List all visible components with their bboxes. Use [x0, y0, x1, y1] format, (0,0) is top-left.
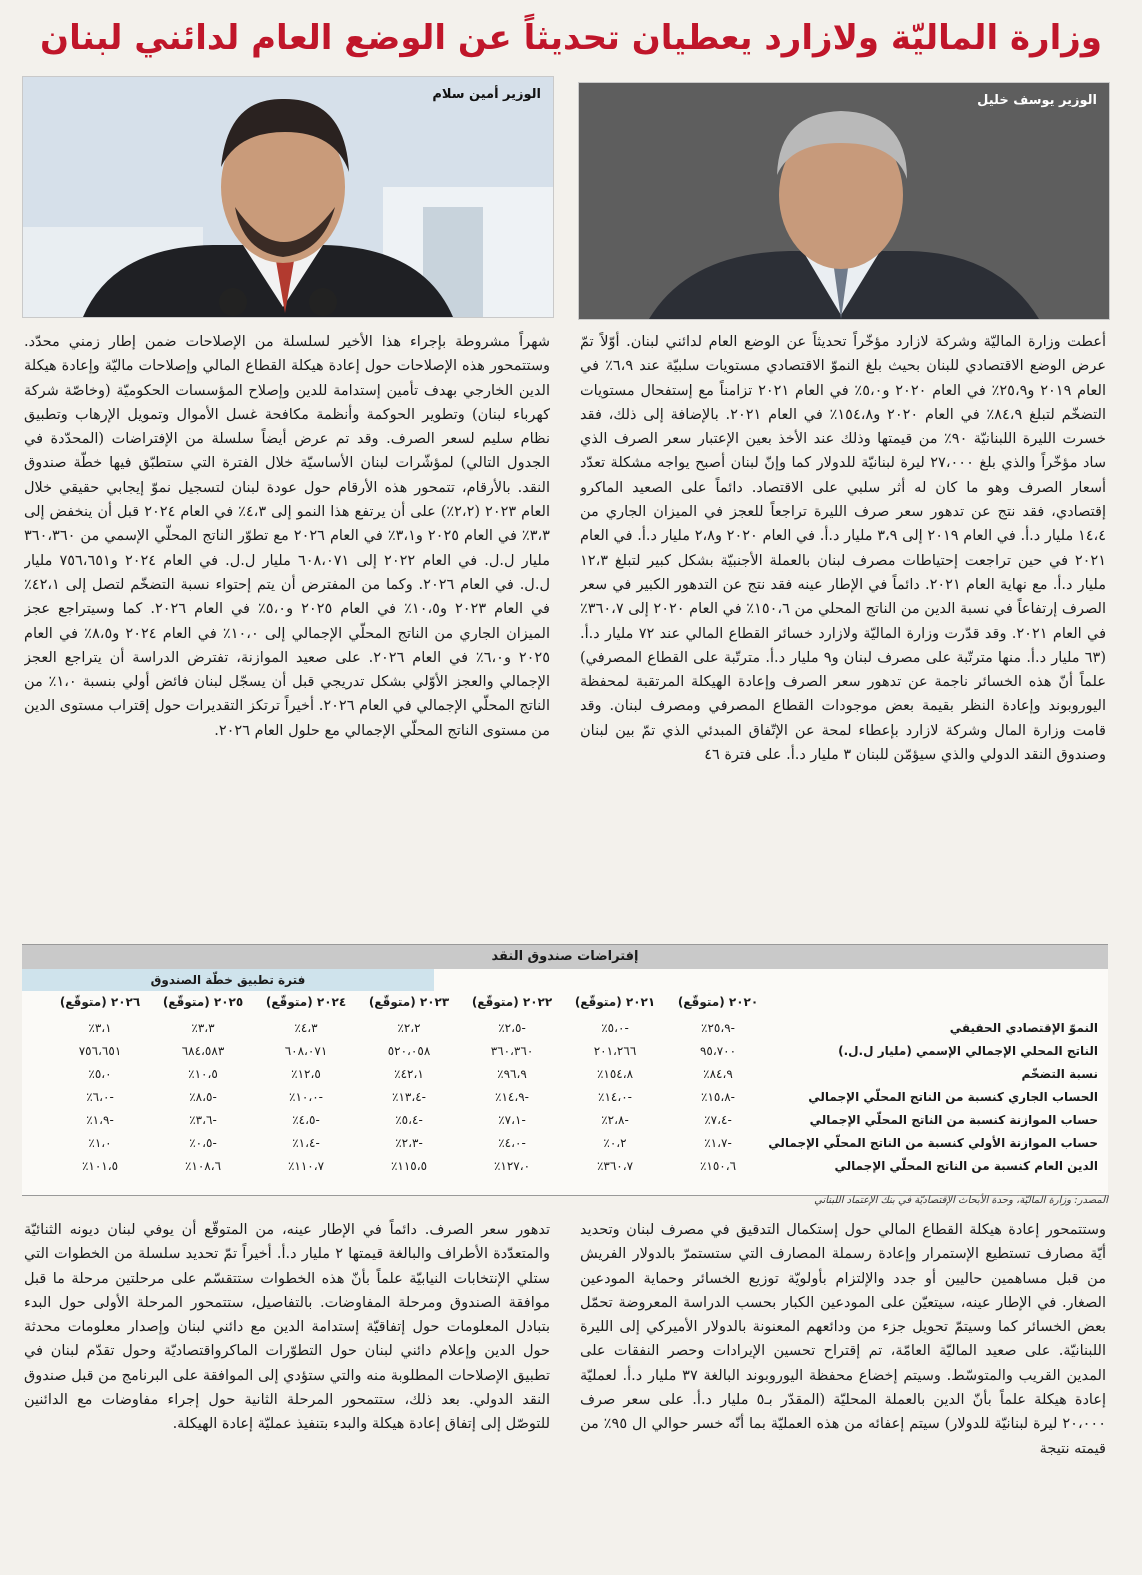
portrait-illustration	[23, 77, 553, 317]
table-row-label: الناتج المحلي الإجمالي الإسمي (مليار ل.ل.)	[838, 1044, 1098, 1058]
article-column-left-bottom	[24, 1218, 550, 1568]
article-paragraph: أعطت وزارة الماليّة وشركة لازارد مؤخّراً تحديثاً عن الوضع العام لدائني لبنان. أوّلاً تمّ عرض الوضع الاقتصادي للبنان بحيث بلغ النموّ الاقتصادي مستويات سلبيّة عند ٦،٩٪ في العام ٢٠١٩ و٢٥،٩٪ في العام ٢٠٢٠ و٥،٠٪ في العام ٢٠٢١ تزامناً مع إستفحال مستويات التضخّم لتبلغ ٨٤،٩٪ في العام ٢٠٢٠ و١٥٤،٨٪ في العام ٢٠٢١. بالإضافة إلى ذلك، فقد خسرت الليرة اللبنانيّة ٩٠٪ من قيمتها وذلك عند الأخذ بعين الإعتبار سعر الصرف الذي ساد مؤخّراً والذي بلغ ٢٧،٠٠٠ ليرة لبنانيّة للدولار كما وإنّ لبنان أصبح يواجه مشكلة تعدّد أسعار الصرف وهو ما كان له أثر سلبي على الاقتصاد. دائماً على الصعيد الماكرو إقتصادي، فقد نتج عن تدهور سعر صرف الليرة تراجعاً للعجز في الميزان الجاري من ١٤،٤ مليار د.أ. في العام ٢٠١٩ إلى ٣،٩ مليار د.أ. في العام ٢٠٢٠ و٢،٨ مليار د.أ. في العام ٢٠٢١ في حين تراجعت إحتياطات مصرف لبنان بالعملة الأجنبيّة بشكل كبير لتبلغ ١٢،٣ مليار د.أ. مع نهاية العام ٢٠٢١. دائماً في الإطار عينه فقد نتج عن التدهور الكبير في سعر الصرف إرتفاعاً في نسبة الدين من الناتج المحلي من ١٥٠،٦٪ في العام ٢٠٢٠ إلى ٣٦٠،٧٪ في العام ٢٠٢١. وقد قدّرت وزارة الماليّة ولازارد خسائر القطاع المالي عند ٧٢ مليار د.أ. (٦٣ مليار د.أ. منها مترتّبة على مصرف لبنان و٩ مليار د.أ. مترتّبة على القطاع المصرفي) علماً أنّ هذه الخسائر ناجمة عن تدهور سعر الصرف وإعادة الهيكلة المرتقبة لمحفظة اليوروبوند وإعادة النظر بقيمة بعض موجودات القطاع المصرفي ومصرف لبنان. وقد قامت وزارة المال وشركة لازارد بإعطاء لمحة عن الإتّفاق المبدئي الذي تمّ بين لبنان وصندوق النقد الدولي والذي سيؤمّن للبنان ٣ مليار د.أ. على فترة ٤٦	[580, 334, 1106, 764]
table-cell: ٩٥،٧٠٠	[699, 1044, 737, 1058]
photo-minister-khalil	[578, 82, 1110, 320]
photo-caption-right: الوزير يوسف خليل	[977, 93, 1097, 108]
table-cell: -٨،٥٪	[189, 1090, 217, 1104]
table-cell: ٤٢،١٪	[394, 1067, 424, 1081]
table-cell: -٢،٨٪	[601, 1113, 629, 1127]
table-cell: ١١٠،٧٪	[287, 1159, 325, 1173]
table-cell: -١٥،٨٪	[700, 1090, 735, 1104]
table-cell: -١٠،٠٪	[288, 1090, 323, 1104]
table-cell: ١٠١،٥٪	[81, 1159, 119, 1173]
table-cell: ١٠٨،٦٪	[184, 1159, 222, 1173]
column-header: ٢٠٢٢ (متوقّع)	[471, 995, 553, 1009]
table-cell: ١٥٤،٨٪	[596, 1067, 634, 1081]
table-cell: -١،٤٪	[292, 1136, 320, 1150]
fund-period-header: فترة تطبيق خطّة الصندوق	[22, 969, 434, 991]
table-title: إفتراضات صندوق النقد	[22, 945, 1108, 969]
column-header: ٢٠٢١ (متوقّع)	[574, 995, 656, 1009]
column-header: ٢٠٢٥ (متوقّع)	[162, 995, 244, 1009]
table-cell: ١٢٧،٠٪	[493, 1159, 531, 1173]
column-header: ٢٠٢٣ (متوقّع)	[368, 995, 450, 1009]
table-row-label: الدين العام كنسبة من الناتج المحلّي الإجمالي	[834, 1159, 1098, 1173]
photo-caption-left: الوزير أمين سلام	[432, 87, 541, 102]
table-cell: ٥،٠٪	[88, 1067, 112, 1081]
table-cell: ٢٠١،٢٦٦	[593, 1044, 637, 1058]
table-cell: -٣،٦٪	[189, 1113, 217, 1127]
table-cell: -٧،١٪	[498, 1113, 526, 1127]
table-cell: ١٢،٥٪	[291, 1067, 321, 1081]
table-cell: ٣،٣٪	[191, 1021, 215, 1035]
column-header: ٢٠٢٤ (متوقّع)	[265, 995, 347, 1009]
table-cell: -١٤،٠٪	[597, 1090, 632, 1104]
article-column-right-top	[580, 330, 1106, 940]
table-cell: -٠،٥٪	[189, 1136, 217, 1150]
table-cell: ٥٢٠،٠٥٨	[387, 1044, 431, 1058]
table-cell: ١،٠٪	[88, 1136, 112, 1150]
table-cell: ٧٥٦،٦٥١	[78, 1044, 122, 1058]
table-cell: -٤،٥٪	[292, 1113, 320, 1127]
table-cell: -١٣،٤٪	[391, 1090, 426, 1104]
table-row-label: الحساب الجاري كنسبة من الناتج المحلّي الإجمالي	[808, 1090, 1098, 1104]
table-cell: ٨٤،٩٪	[703, 1067, 733, 1081]
table-cell: -٢،٣٪	[395, 1136, 423, 1150]
portrait-illustration	[579, 83, 1109, 319]
table-cell: ٦٠٨،٠٧١	[284, 1044, 328, 1058]
table-cell: ٣٦٠،٣٦٠	[490, 1044, 534, 1058]
table-cell: ٦٨٤،٥٨٣	[181, 1044, 225, 1058]
table-cell: -١،٧٪	[704, 1136, 732, 1150]
table-source: المصدر: وزارة الماليّة، وحدة الأبحاث الإقتصاديّة في بنك الإعتماد اللبناني	[814, 1195, 1108, 1206]
table-row-label: نسبة التضخّم	[1021, 1067, 1098, 1081]
table-cell: -٢،٥٪	[498, 1021, 526, 1035]
table-cell: -٧،٤٪	[704, 1113, 732, 1127]
table-cell: -٥،٠٪	[601, 1021, 629, 1035]
table-cell: -٢٥،٩٪	[700, 1021, 735, 1035]
article-paragraph: وستتمحور إعادة هيكلة القطاع المالي حول إستكمال التدقيق في مصرف لبنان وتحديد أيّة مصارف تستطيع الإستمرار وإعادة رسملة المصارف التي ستستمرّ بالدولار الفريش من قبل مساهمين حاليين أو جدد والإلتزام بأولويّة توزيع الخسائر وحماية المودعين الصغار. في الإطار عينه، سيتعيّن على المودعين الكبار بحسب الدراسة المعروضة تحمّل بعض الخسائر كما وسيتمّ تحويل جزء من ودائعهم المعنونة بالدولار الأميركي إلى الليرة اللبنانيّة. على صعيد الماليّة العامّة، تم إقتراح تحسين الإيرادات وحصر النفقات على المدين القريب والمتوسّط. وسيتم إخضاع محفظة اليوروبوند البالغة ٣٧ مليار د.أ. لعمليّة إعادة هيكلة علماً بأنّ الدين بالعملة المحليّة (المقدّر بـ٥ مليار د.أ. على سعر صرف ٢٠،٠٠٠ ليرة لبنانيّة للدولار) سيتم إعفائه من هذه العمليّة بما أنّه خسر حوالي ال ٩٥٪ من قيمته نتيجة	[580, 1222, 1106, 1457]
article-column-left-top	[24, 330, 550, 940]
table-cell: ١١٥،٥٪	[390, 1159, 428, 1173]
article-paragraph: تدهور سعر الصرف. دائماً في الإطار عينه، من المتوقّع أن يوفي لبنان ديونه الثنائيّة والمتعدّدة الأطراف والبالغة قيمتها ٢ مليار د.أ. أخيراً تمّ تحديد سلسلة من الخطوات التي ستلي الإنتخابات النيابيّة علماً بأنّ هذه الخطوات ستتقسّم على مرحلتين مرحلة ما قبل موافقة الصندوق ومرحلة المفاوضات. بالتفاصيل، ستتمحور المرحلة الأولى حول البدء بتبادل المعلومات حول إتفاقيّة إستدامة الدين مع دائني لبنان وإصدار معلومات محدثة حول الدين وإعلام دائني لبنان حول التطوّرات الماكرواقتصاديّة وحول تقدّم لبنان في تطبيق الإصلاحات المطلوبة منه والتي ستؤدي إلى الموافقة على البرنامج من قبل صندوق النقد الدولي. بعد ذلك، ستتمحور المرحلة الثانية حول إجراء مفاوضات مع الدائنين للتوصّل إلى إتفاق إعادة هيكلة والبدء بتنفيذ عمليّة إعادة الهيكلة.	[24, 1222, 550, 1433]
table-cell: -٥،٤٪	[395, 1113, 423, 1127]
photo-minister-salam	[22, 76, 554, 318]
table-cell: ١٠،٥٪	[188, 1067, 218, 1081]
column-header: ٢٠٢٠ (متوقّع)	[677, 995, 759, 1009]
table-cell: ١٥٠،٦٪	[699, 1159, 737, 1173]
table-cell: ٣،١٪	[88, 1021, 112, 1035]
article-paragraph: شهراً مشروطة بإجراء هذا الأخير لسلسلة من الإصلاحات ضمن إطار زمني محدّد. وستتمحور هذه الإصلاحات حول إعادة هيكلة القطاع المالي وإصلاحات ماليّة وإعادة هيكلة الدين الخارجي بهدف تأمين إستدامة للدين وإصلاح المؤسسات الحكوميّة (وخاصّة شركة كهرباء لبنان) وتطوير الحوكمة وأنظمة مكافحة غسل الأموال وتمويل الإرهاب وتطبيق نظام سليم لسعر الصرف. وقد تم عرض أيضاً سلسلة من الإفتراضات (المحدّدة في الجدول التالي) لمؤشّرات لبنان الأساسيّة خلال الفترة التي ستطبّق فيها خطّة صندوق النقد. بالأرقام، تتمحور هذه الأرقام حول عودة لبنان لتسجيل نموّ إيجابي حقيقي خلال العام ٢٠٢٣ (٢،٢٪) على أن يرتفع هذا النمو إلى ٤،٣٪ في العام ٢٠٢٤ قبل أن ينخفض إلى ٣،٣٪ في العام ٢٠٢٥ و٣،١٪ في العام ٢٠٢٦ مع تطوّر الناتج المحلّي الإسمي من ٣٦٠،٣٦٠ مليار ل.ل. في العام ٢٠٢٢ إلى ٦٠٨،٠٧١ مليار ل.ل. في العام ٢٠٢٤ و٧٥٦،٦٥١ مليار ل.ل. في العام ٢٠٢٦. وكما من المفترض أن يتم إحتواء نسبة التضخّم لتصل إلى ٤٢،١٪ في العام ٢٠٢٣ و١٠،٥٪ في العام ٢٠٢٥ و٥،٠٪ في العام ٢٠٢٦. كما وسيتراجع عجز الميزان الجاري من الناتج المحلّي الإجمالي إلى ١٠،٠٪ في العام ٢٠٢٤ و٨،٥٪ في العام ٢٠٢٥ و٦،٠٪ في العام ٢٠٢٦. على صعيد الموازنة، تفترض الدراسة أن يتراجع العجز الإجمالي والعجز الأوّلي بشكل تدريجي قبل أن يسجّل لبنان فائض أولي بنسبة ١،٠٪ من الناتج المحلّي الإجمالي في العام ٢٠٢٦. أخيراً ترتكز التقديرات حول إقتراب مستوى الدين من مستوى الناتج المحلّي الإجمالي مع حلول العام ٢٠٢٦.	[24, 334, 550, 739]
article-column-right-bottom	[580, 1218, 1106, 1568]
table-row-label: حساب الموازنة الأولي كنسبة من الناتج المحلّي الإجمالي	[768, 1136, 1098, 1150]
table-cell: ٢،٢٪	[397, 1021, 421, 1035]
table-row-label: حساب الموازنة كنسبة من الناتج المحلّي الإجمالي	[809, 1113, 1098, 1127]
table-cell: ٠،٢٪	[603, 1136, 627, 1150]
table-cell: ٣٦٠،٧٪	[596, 1159, 634, 1173]
table-cell: -٦،٠٪	[86, 1090, 114, 1104]
table-cell: ٩٦،٩٪	[497, 1067, 527, 1081]
table-cell: ٤،٣٪	[294, 1021, 318, 1035]
table-cell: -٤،٠٪	[498, 1136, 526, 1150]
table-cell: -١،٩٪	[86, 1113, 114, 1127]
table-cell: -١٤،٩٪	[494, 1090, 529, 1104]
column-header: ٢٠٢٦ (متوقّع)	[59, 995, 141, 1009]
table-row-label: النموّ الإقتصادي الحقيقي	[949, 1021, 1098, 1035]
imf-assumptions-table	[22, 944, 1108, 1196]
headline: وزارة الماليّة ولازارد يعطيان تحديثاً عن الوضع العام لدائني لبنان	[40, 18, 1102, 58]
